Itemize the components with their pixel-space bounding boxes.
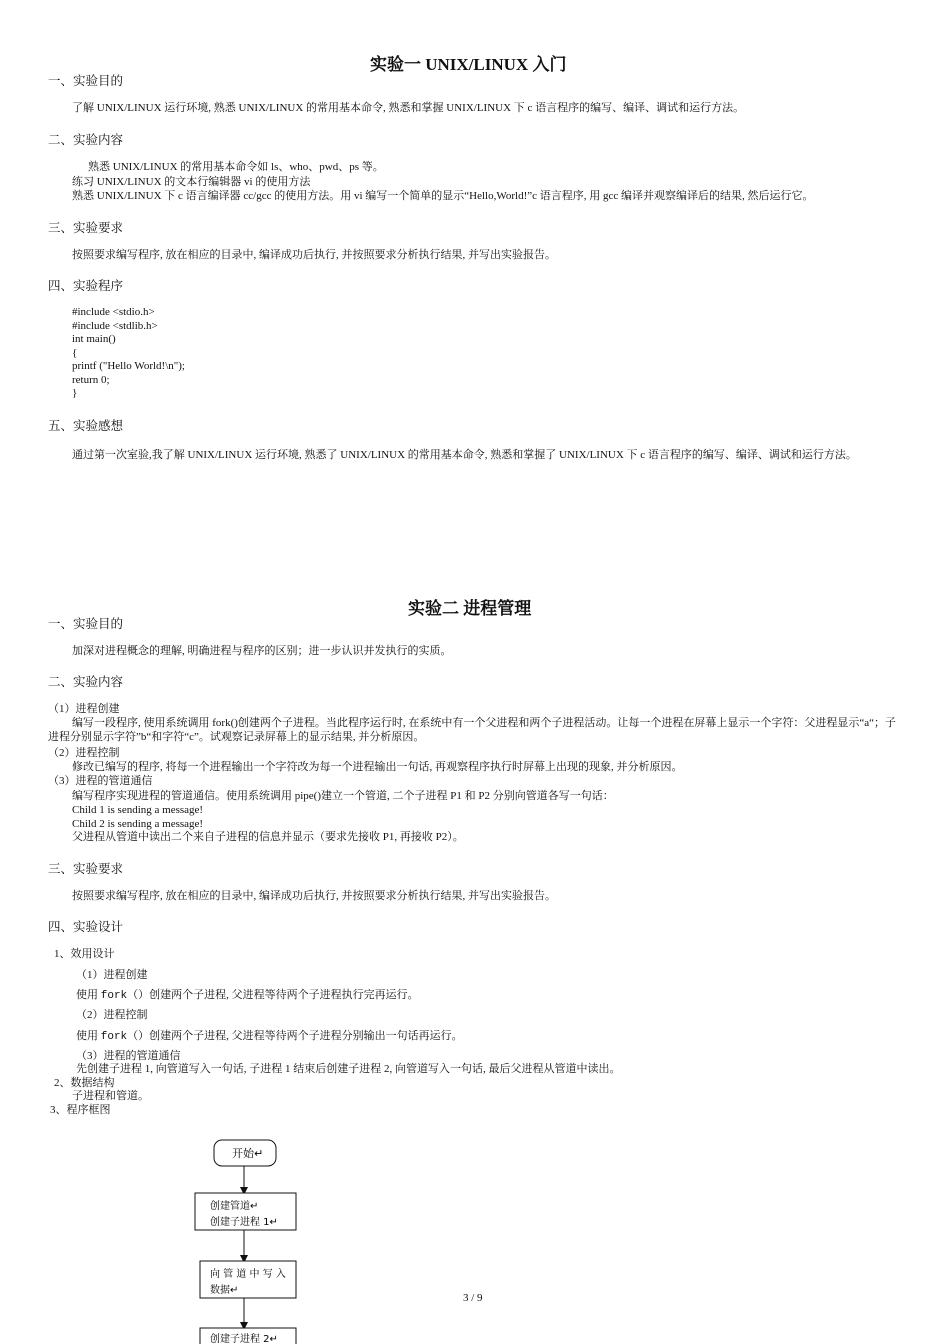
fork-code: fork（）	[100, 1031, 150, 1043]
flow-node-label: 向 管 道 中 写 入	[210, 1269, 286, 1280]
exp1-content-heading: 二、实验内容	[48, 133, 124, 147]
design-s1c-text: 先创建子进程 1, 向管道写入一句话, 子进程 1 结束后创建子进程 2, 向管道写入一句话, 最后父进程从管道中读出。	[76, 1063, 621, 1075]
exp1-content-line: 熟悉 UNIX/LINUX 下 c 语言编译器 cc/gcc 的使用方法。用 vi 编写一个简单的显示“Hello,World!”c 语言程序, 用 gcc 编译并观察编译后的结果, 然后运行它。	[72, 190, 814, 202]
flow-node-label: 数据↵	[210, 1285, 239, 1296]
exp2-purpose-text: 加深对进程概念的理解, 明确进程与程序的区别；进一步认识并发执行的实质。	[72, 645, 452, 657]
flow-node-label: 创建子进程 2↵	[210, 1334, 278, 1344]
exp2-req-heading: 三、实验要求	[48, 862, 124, 876]
design-s3-label: 3、程序框图	[50, 1104, 111, 1116]
exp2-item3-line: Child 1 is sending a message!	[72, 804, 204, 816]
exp1-content-line: 熟悉 UNIX/LINUX 的常用基本命令如 ls、who、pwd、ps 等。	[88, 161, 384, 173]
exp2-req-text: 按照要求编写程序, 放在相应的目录中, 编译成功后执行, 并按照要求分析执行结果, 并写出实验报告。	[72, 890, 556, 902]
code-line: #include <stdlib.h>	[72, 319, 158, 332]
exp1-title: 实验一 UNIX/LINUX 入门	[370, 55, 567, 74]
design-s1-label: 1、效用设计	[54, 948, 115, 960]
exp1-program-heading: 四、实验程序	[48, 279, 124, 293]
exp1-req-text: 按照要求编写程序, 放在相应的目录中, 编译成功后执行, 并按照要求分析执行结果, 并写出实验报告。	[72, 249, 556, 261]
exp2-item3-line: 编写程序实现进程的管道通信。使用系统调用 pipe()建立一个管道, 二个子进程 P1 和 P2 分别向管道各写一句话：	[72, 790, 614, 802]
exp2-purpose-heading: 一、实验目的	[48, 617, 124, 631]
code-line: {	[72, 346, 78, 359]
page-number: 3 / 9	[463, 1292, 483, 1304]
exp1-purpose-text: 了解 UNIX/LINUX 运行环境, 熟悉 UNIX/LINUX 的常用基本命令, 熟悉和掌握 UNIX/LINUX 下 c 语言程序的编写、编译、调试和运行方法。	[72, 102, 745, 114]
design-s1b-label: （2）进程控制	[76, 1009, 148, 1021]
design-s1b-text: 使用 fork（）创建两个子进程, 父进程等待两个子进程分别输出一句话再运行。	[76, 1030, 463, 1043]
fork-code: fork（）	[100, 990, 150, 1002]
design-s1c-label: （3）进程的管道通信	[76, 1050, 181, 1062]
exp2-item3-line: Child 2 is sending a message!	[72, 818, 204, 830]
exp2-design-heading: 四、实验设计	[48, 920, 124, 934]
flow-node-label: 创建管道↵	[210, 1201, 259, 1212]
exp2-item3-label: （3）进程的管道通信	[48, 775, 153, 787]
exp2-item1-label: （1）进程创建	[48, 703, 120, 715]
exp1-req-heading: 三、实验要求	[48, 221, 124, 235]
exp2-item2-label: （2）进程控制	[48, 747, 120, 759]
code-line: }	[72, 387, 78, 399]
code-line: int main()	[72, 333, 116, 345]
design-s2-text: 子进程和管道。	[72, 1090, 149, 1102]
exp1-content-line: 练习 UNIX/LINUX 的文本行编辑器 vi 的使用方法	[72, 176, 311, 188]
exp1-purpose-heading: 一、实验目的	[48, 74, 124, 88]
exp1-thoughts-heading: 五、实验感想	[48, 419, 124, 433]
exp2-item2-text: 修改已编写的程序, 将每一个进程输出一个字符改为每一个进程输出一句话, 再观察程序执行时屏幕上出现的现象, 并分析原因。	[72, 761, 683, 773]
design-s1a-label: （1）进程创建	[76, 969, 148, 981]
code-line: return 0;	[72, 373, 110, 386]
flow-node-label: 创建子进程 1↵	[210, 1217, 278, 1228]
code-line: printf ("Hello World!\n");	[72, 360, 185, 372]
design-s2-label: 2、数据结构	[54, 1077, 115, 1089]
exp1-thoughts-text: 通过第一次室验,我了解 UNIX/LINUX 运行环境, 熟悉了 UNIX/LINUX 的常用基本命令, 熟悉和掌握了 UNIX/LINUX 下 c 语言程序的编写、编译、调试和运行方法。	[72, 449, 857, 461]
code-block	[72, 306, 185, 401]
design-s1a-text: 使用 fork（）创建两个子进程, 父进程等待两个子进程执行完再运行。	[76, 989, 419, 1002]
exp2-title: 实验二 进程管理	[408, 599, 532, 618]
exp2-content-heading: 二、实验内容	[48, 675, 124, 689]
code-line: #include <stdio.h>	[72, 306, 155, 318]
exp2-item3-line: 父进程从管道中读出二个来自子进程的信息并显示（要求先接收 P1, 再接收 P2）。	[72, 831, 464, 843]
flow-start-label: 开始↵	[232, 1147, 264, 1160]
flowchart	[0, 1130, 950, 1344]
exp2-item1-text: 编写一段程序, 使用系统调用 fork()创建两个子进程。当此程序运行时, 在系统中有一个父进程和两个子进程活动。让每一个进程在屏幕上显示一个字符：父进程显示“a“；子进程分别显示字符”b“和字符“c”。试观察记录屏幕上的显示结果, 并分析原因。	[48, 717, 897, 743]
